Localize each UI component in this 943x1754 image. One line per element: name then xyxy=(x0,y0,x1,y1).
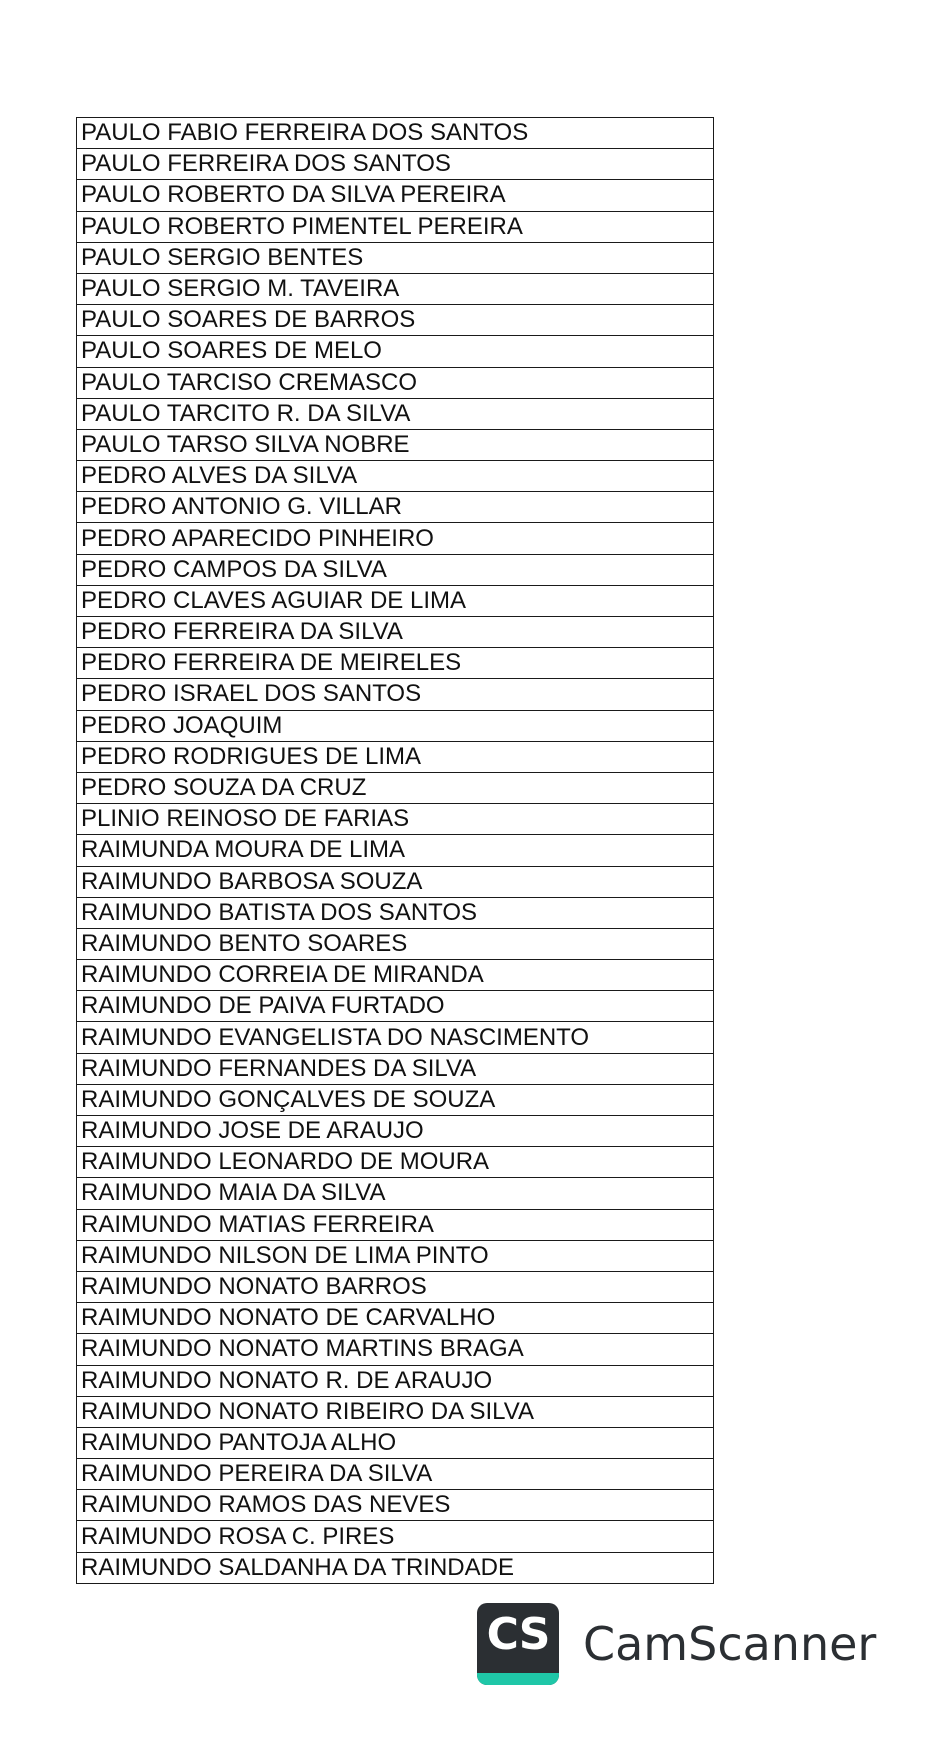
name-cell: PEDRO JOAQUIM xyxy=(77,710,714,741)
table-row xyxy=(77,928,714,959)
table-row xyxy=(77,336,714,367)
table-row xyxy=(77,180,714,211)
name-cell: RAIMUNDO NONATO MARTINS BRAGA xyxy=(77,1334,714,1365)
name-cell: PEDRO FERREIRA DA SILVA xyxy=(77,617,714,648)
table-row xyxy=(77,1022,714,1053)
table-row xyxy=(77,211,714,242)
name-cell: PEDRO ISRAEL DOS SANTOS xyxy=(77,679,714,710)
name-cell: RAIMUNDO NILSON DE LIMA PINTO xyxy=(77,1240,714,1271)
camscanner-badge-text: CS xyxy=(486,1609,550,1660)
table-row xyxy=(77,1490,714,1521)
table-row xyxy=(77,1271,714,1302)
name-cell: PEDRO FERREIRA DE MEIRELES xyxy=(77,648,714,679)
name-cell: RAIMUNDO NONATO DE CARVALHO xyxy=(77,1303,714,1334)
name-cell: PAULO ROBERTO DA SILVA PEREIRA xyxy=(77,180,714,211)
table-row xyxy=(77,523,714,554)
name-cell: PEDRO CAMPOS DA SILVA xyxy=(77,554,714,585)
name-cell: RAIMUNDO NONATO BARROS xyxy=(77,1271,714,1302)
names-table xyxy=(76,117,714,1584)
table-row xyxy=(77,398,714,429)
table-row xyxy=(77,1521,714,1552)
table-row xyxy=(77,429,714,460)
table-row xyxy=(77,305,714,336)
name-cell: PEDRO APARECIDO PINHEIRO xyxy=(77,523,714,554)
table-row xyxy=(77,741,714,772)
name-cell: RAIMUNDO NONATO R. DE ARAUJO xyxy=(77,1365,714,1396)
table-row xyxy=(77,1240,714,1271)
name-cell: RAIMUNDO PEREIRA DA SILVA xyxy=(77,1459,714,1490)
table-row xyxy=(77,118,714,149)
camscanner-watermark xyxy=(477,1603,876,1685)
name-cell: PAULO TARCITO R. DA SILVA xyxy=(77,398,714,429)
table-row xyxy=(77,804,714,835)
name-cell: RAIMUNDO MATIAS FERREIRA xyxy=(77,1209,714,1240)
table-row xyxy=(77,1365,714,1396)
name-cell: RAIMUNDO FERNANDES DA SILVA xyxy=(77,1053,714,1084)
name-cell: RAIMUNDO ROSA C. PIRES xyxy=(77,1521,714,1552)
name-cell: RAIMUNDO BATISTA DOS SANTOS xyxy=(77,897,714,928)
table-row xyxy=(77,149,714,180)
name-cell: PEDRO CLAVES AGUIAR DE LIMA xyxy=(77,585,714,616)
table-row xyxy=(77,710,714,741)
name-cell: RAIMUNDA MOURA DE LIMA xyxy=(77,835,714,866)
name-cell: RAIMUNDO BARBOSA SOUZA xyxy=(77,866,714,897)
name-cell: RAIMUNDO BENTO SOARES xyxy=(77,928,714,959)
table-row xyxy=(77,1209,714,1240)
table-row xyxy=(77,1303,714,1334)
table-row xyxy=(77,1427,714,1458)
name-cell: PEDRO SOUZA DA CRUZ xyxy=(77,772,714,803)
table-row xyxy=(77,835,714,866)
table-row xyxy=(77,1178,714,1209)
name-cell: RAIMUNDO JOSE DE ARAUJO xyxy=(77,1116,714,1147)
table-row xyxy=(77,648,714,679)
table-row xyxy=(77,897,714,928)
table-row xyxy=(77,273,714,304)
table-row xyxy=(77,1552,714,1583)
table-row xyxy=(77,679,714,710)
name-cell: RAIMUNDO LEONARDO DE MOURA xyxy=(77,1147,714,1178)
name-cell: RAIMUNDO RAMOS DAS NEVES xyxy=(77,1490,714,1521)
table-row xyxy=(77,1396,714,1427)
table-row xyxy=(77,554,714,585)
name-cell: PAULO SOARES DE MELO xyxy=(77,336,714,367)
table-row xyxy=(77,1053,714,1084)
name-cell: RAIMUNDO NONATO RIBEIRO DA SILVA xyxy=(77,1396,714,1427)
name-cell: PAULO SERGIO M. TAVEIRA xyxy=(77,273,714,304)
names-table-body xyxy=(77,118,714,1584)
table-row xyxy=(77,960,714,991)
table-row xyxy=(77,866,714,897)
table-row xyxy=(77,772,714,803)
name-cell: RAIMUNDO CORREIA DE MIRANDA xyxy=(77,960,714,991)
name-cell: PEDRO ALVES DA SILVA xyxy=(77,461,714,492)
table-row xyxy=(77,1084,714,1115)
name-cell: PAULO TARSO SILVA NOBRE xyxy=(77,429,714,460)
table-row xyxy=(77,1147,714,1178)
name-cell: PEDRO ANTONIO G. VILLAR xyxy=(77,492,714,523)
name-cell: RAIMUNDO EVANGELISTA DO NASCIMENTO xyxy=(77,1022,714,1053)
table-row xyxy=(77,1334,714,1365)
name-cell: RAIMUNDO MAIA DA SILVA xyxy=(77,1178,714,1209)
table-row xyxy=(77,1116,714,1147)
name-cell: PAULO TARCISO CREMASCO xyxy=(77,367,714,398)
name-cell: PAULO FERREIRA DOS SANTOS xyxy=(77,149,714,180)
name-cell: PEDRO RODRIGUES DE LIMA xyxy=(77,741,714,772)
table-row xyxy=(77,1459,714,1490)
name-cell: PAULO SOARES DE BARROS xyxy=(77,305,714,336)
name-cell: RAIMUNDO SALDANHA DA TRINDADE xyxy=(77,1552,714,1583)
name-cell: RAIMUNDO PANTOJA ALHO xyxy=(77,1427,714,1458)
table-row xyxy=(77,242,714,273)
name-cell: PLINIO REINOSO DE FARIAS xyxy=(77,804,714,835)
table-row xyxy=(77,991,714,1022)
name-cell: PAULO FABIO FERREIRA DOS SANTOS xyxy=(77,118,714,149)
name-cell: PAULO ROBERTO PIMENTEL PEREIRA xyxy=(77,211,714,242)
table-row xyxy=(77,617,714,648)
table-row xyxy=(77,492,714,523)
camscanner-logo-icon xyxy=(477,1603,559,1685)
name-cell: RAIMUNDO GONÇALVES DE SOUZA xyxy=(77,1084,714,1115)
table-row xyxy=(77,367,714,398)
table-row xyxy=(77,461,714,492)
camscanner-badge-stripe xyxy=(477,1673,559,1685)
camscanner-wordmark: CamScanner xyxy=(583,1617,877,1671)
table-row xyxy=(77,585,714,616)
name-cell: PAULO SERGIO BENTES xyxy=(77,242,714,273)
name-cell: RAIMUNDO DE PAIVA FURTADO xyxy=(77,991,714,1022)
